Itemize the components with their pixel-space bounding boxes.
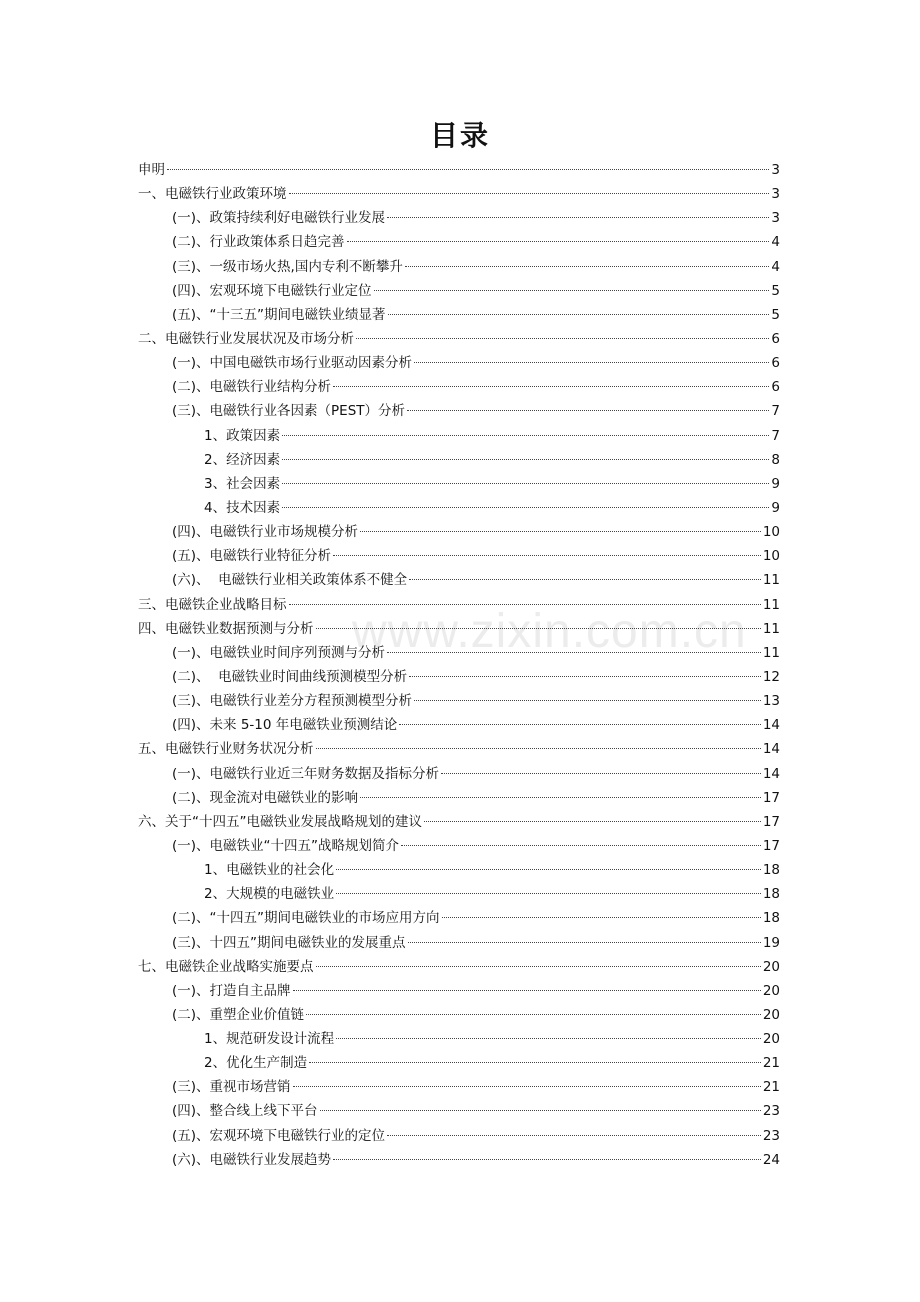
- toc-entry[interactable]: [138, 906, 780, 930]
- toc-entry[interactable]: [138, 858, 780, 882]
- toc-entry-label: (二)、重塑企业价值链: [172, 1006, 305, 1023]
- toc-entry-page-number: 11: [762, 596, 780, 613]
- toc-entry-page-number: 13: [762, 693, 780, 710]
- toc-entry[interactable]: [138, 351, 780, 375]
- toc-entry-label: (一)、电磁铁业时间序列预测与分析: [172, 644, 386, 661]
- toc-entry[interactable]: [138, 786, 780, 810]
- toc-entry[interactable]: [138, 1051, 780, 1075]
- toc-entry-label: (五)、“十三五”期间电磁铁业绩显著: [172, 306, 386, 323]
- toc-entry-label: (二)、行业政策体系日趋完善: [172, 234, 345, 251]
- toc-entry[interactable]: [138, 496, 780, 520]
- toc-entry-label: (四)、宏观环境下电磁铁行业定位: [172, 282, 372, 299]
- dot-leader: [407, 410, 769, 411]
- toc-entry-label: (一)、电磁铁行业近三年财务数据及指标分析: [172, 765, 440, 782]
- dot-leader: [320, 1110, 761, 1111]
- dot-leader: [316, 748, 761, 749]
- toc-entry-label: 二、电磁铁行业发展状况及市场分析: [138, 330, 354, 347]
- toc-entry[interactable]: [138, 472, 780, 496]
- toc-entry-label: (二)、电磁铁行业结构分析: [172, 379, 332, 396]
- toc-entry-page-number: 3: [771, 162, 780, 178]
- toc-entry-page-number: 11: [762, 644, 780, 661]
- dot-leader: [424, 821, 761, 822]
- toc-entry[interactable]: [138, 158, 780, 182]
- dot-leader: [387, 652, 761, 653]
- dot-leader: [401, 845, 761, 846]
- toc-entry-label: (四)、电磁铁行业市场规模分析: [172, 524, 359, 541]
- toc-entry-page-number: 10: [762, 548, 780, 565]
- dot-leader: [414, 700, 761, 701]
- toc-entry[interactable]: [138, 834, 780, 858]
- toc-entry-page-number: 9: [771, 475, 780, 492]
- toc-entry[interactable]: [138, 689, 780, 713]
- toc-entry[interactable]: [138, 979, 780, 1003]
- dot-leader: [289, 604, 761, 605]
- toc-entry[interactable]: [138, 1003, 780, 1027]
- dot-leader: [333, 1159, 761, 1160]
- toc-entry-page-number: 5: [771, 306, 780, 323]
- dot-leader: [167, 169, 769, 170]
- toc-entry-page-number: 11: [762, 620, 780, 637]
- toc-entry-page-number: 14: [762, 765, 780, 782]
- dot-leader: [336, 1038, 761, 1039]
- toc-entry-page-number: 18: [762, 862, 780, 879]
- dot-leader: [289, 193, 770, 194]
- dot-leader: [399, 724, 761, 725]
- toc-entry[interactable]: [138, 882, 780, 906]
- toc-entry-page-number: 6: [771, 330, 780, 347]
- toc-entry-page-number: 10: [762, 524, 780, 541]
- dot-leader: [333, 555, 761, 556]
- toc-entry-page-number: 21: [762, 1055, 780, 1072]
- toc-entry-page-number: 23: [762, 1127, 780, 1144]
- toc-entry-label: (一)、中国电磁铁市场行业驱动因素分析: [172, 355, 413, 372]
- toc-entry[interactable]: [138, 375, 780, 399]
- dot-leader: [293, 990, 761, 991]
- dot-leader: [360, 797, 761, 798]
- toc-entry-page-number: 4: [771, 258, 780, 275]
- toc-entry-label: (二)、 电磁铁业时间曲线预测模型分析: [172, 668, 408, 685]
- toc-entry-label: (三)、电磁铁行业各因素（PEST）分析: [172, 403, 406, 420]
- toc-entry-label: (五)、电磁铁行业特征分析: [172, 548, 332, 565]
- toc-entry-label: 七、电磁铁企业战略实施要点: [138, 958, 314, 975]
- toc-entry[interactable]: [138, 206, 780, 230]
- dot-leader: [408, 942, 761, 943]
- toc-entry-label: 五、电磁铁行业财务状况分析: [138, 741, 314, 758]
- toc-entry[interactable]: [138, 762, 780, 786]
- toc-entry[interactable]: [138, 279, 780, 303]
- toc-entry-page-number: 3: [771, 186, 780, 203]
- dot-leader: [414, 362, 769, 363]
- toc-entry-page-number: 18: [762, 910, 780, 927]
- dot-leader: [347, 241, 770, 242]
- dot-leader: [388, 314, 770, 315]
- toc-entry-label: (二)、现金流对电磁铁业的影响: [172, 789, 359, 806]
- dot-leader: [374, 290, 770, 291]
- toc-entry[interactable]: [138, 955, 780, 979]
- toc-entry-label: (一)、电磁铁业“十四五”战略规划简介: [172, 837, 400, 854]
- toc-entry[interactable]: [138, 544, 780, 568]
- toc-entry-page-number: 20: [762, 1031, 780, 1048]
- dot-leader: [333, 386, 769, 387]
- dot-leader: [336, 869, 761, 870]
- toc-entry-page-number: 14: [762, 741, 780, 758]
- toc-entry-page-number: 11: [762, 572, 780, 589]
- toc-entry-label: 3、社会因素: [204, 475, 281, 492]
- toc-entry-page-number: 18: [762, 886, 780, 903]
- toc-entry-label: 4、技术因素: [204, 499, 281, 516]
- toc-entry[interactable]: [138, 931, 780, 955]
- dot-leader: [405, 266, 770, 267]
- dot-leader: [282, 483, 769, 484]
- dot-leader: [387, 217, 769, 218]
- page-title: 目录: [429, 119, 490, 152]
- toc-entry-page-number: 23: [762, 1103, 780, 1120]
- toc-entry-page-number: 21: [762, 1079, 780, 1096]
- toc-entry-label: 四、电磁铁业数据预测与分析: [138, 620, 314, 637]
- toc-entry-page-number: 8: [771, 451, 780, 468]
- toc-entry-label: 申明: [138, 162, 165, 178]
- toc-entry-label: (一)、打造自主品牌: [172, 982, 291, 999]
- dot-leader: [387, 1135, 761, 1136]
- toc-entry-label: (六)、 电磁铁行业相关政策体系不健全: [172, 572, 408, 589]
- toc-entry-page-number: 5: [771, 282, 780, 299]
- toc-entry[interactable]: [138, 230, 780, 254]
- dot-leader: [282, 435, 769, 436]
- toc-entry-page-number: 20: [762, 1006, 780, 1023]
- toc-entry[interactable]: [138, 1099, 780, 1123]
- toc-entry-label: (四)、未来 5-10 年电磁铁业预测结论: [172, 717, 398, 734]
- toc-entry[interactable]: [138, 665, 780, 689]
- dot-leader: [293, 1086, 761, 1087]
- toc-entry[interactable]: [138, 424, 780, 448]
- toc-entry-label: (三)、重视市场营销: [172, 1079, 291, 1096]
- toc-entry[interactable]: [138, 255, 780, 279]
- toc-entry-label: 1、政策因素: [204, 427, 281, 444]
- toc-entry[interactable]: [138, 1148, 780, 1172]
- toc-entry[interactable]: [138, 737, 780, 761]
- toc-entry[interactable]: [138, 617, 780, 641]
- dot-leader: [442, 917, 761, 918]
- toc-entry-page-number: 24: [762, 1151, 780, 1168]
- toc-entry-label: (五)、宏观环境下电磁铁行业的定位: [172, 1127, 386, 1144]
- toc-entry-page-number: 6: [771, 355, 780, 372]
- toc-entry[interactable]: [138, 520, 780, 544]
- toc-entry-page-number: 12: [762, 668, 780, 685]
- toc-entry-page-number: 17: [762, 789, 780, 806]
- toc-entry[interactable]: [138, 182, 780, 206]
- dot-leader: [441, 773, 761, 774]
- toc-entry[interactable]: [138, 303, 780, 327]
- toc-entry-label: 2、优化生产制造: [204, 1055, 308, 1072]
- toc-entry-page-number: 6: [771, 379, 780, 396]
- toc-entry[interactable]: [138, 399, 780, 423]
- toc-entry[interactable]: [138, 713, 780, 737]
- toc-entry-page-number: 20: [762, 982, 780, 999]
- dot-leader: [316, 628, 761, 629]
- toc-entry-page-number: 17: [762, 837, 780, 854]
- toc-entry[interactable]: [138, 810, 780, 834]
- dot-leader: [282, 459, 769, 460]
- toc-entry[interactable]: [138, 593, 780, 617]
- toc-entry-label: 1、规范研发设计流程: [204, 1031, 335, 1048]
- toc-entry-page-number: 7: [771, 403, 780, 420]
- dot-leader: [282, 507, 769, 508]
- toc-entry[interactable]: [138, 641, 780, 665]
- toc-entry[interactable]: [138, 1027, 780, 1051]
- toc-entry-page-number: 20: [762, 958, 780, 975]
- toc-entry-label: (二)、“十四五”期间电磁铁业的市场应用方向: [172, 910, 440, 927]
- toc-entry-label: (一)、政策持续利好电磁铁行业发展: [172, 210, 386, 227]
- toc-entry-page-number: 3: [771, 210, 780, 227]
- toc-entry-label: 一、电磁铁行业政策环境: [138, 186, 287, 203]
- toc-entry-page-number: 17: [762, 813, 780, 830]
- toc-entry[interactable]: [138, 1075, 780, 1099]
- dot-leader: [306, 1014, 761, 1015]
- toc-entry-label: (四)、整合线上线下平台: [172, 1103, 318, 1120]
- toc-entry[interactable]: [138, 568, 780, 592]
- dot-leader: [360, 531, 761, 532]
- table-of-contents: [138, 158, 780, 1172]
- toc-entry-label: (三)、一级市场火热,国内专利不断攀升: [172, 258, 403, 275]
- toc-entry-label: 三、电磁铁企业战略目标: [138, 596, 287, 613]
- toc-entry-page-number: 9: [771, 499, 780, 516]
- toc-entry-label: (六)、电磁铁行业发展趋势: [172, 1151, 332, 1168]
- toc-entry-label: (三)、十四五”期间电磁铁业的发展重点: [172, 934, 406, 951]
- toc-entry-page-number: 14: [762, 717, 780, 734]
- dot-leader: [356, 338, 769, 339]
- toc-entry-label: (三)、电磁铁行业差分方程预测模型分析: [172, 693, 413, 710]
- toc-entry[interactable]: [138, 327, 780, 351]
- toc-entry[interactable]: [138, 448, 780, 472]
- toc-entry-label: 2、大规模的电磁铁业: [204, 886, 335, 903]
- dot-leader: [409, 579, 761, 580]
- toc-entry-label: 2、经济因素: [204, 451, 281, 468]
- toc-entry-label: 六、关于“十四五”电磁铁业发展战略规划的建议: [138, 813, 422, 830]
- toc-entry-page-number: 4: [771, 234, 780, 251]
- toc-entry[interactable]: [138, 1124, 780, 1148]
- toc-entry-page-number: 19: [762, 934, 780, 951]
- dot-leader: [336, 893, 761, 894]
- toc-entry-label: 1、电磁铁业的社会化: [204, 862, 335, 879]
- toc-entry-page-number: 7: [771, 427, 780, 444]
- dot-leader: [309, 1062, 761, 1063]
- watermark: www.zixin.com.cn: [352, 605, 747, 658]
- dot-leader: [409, 676, 761, 677]
- dot-leader: [316, 966, 761, 967]
